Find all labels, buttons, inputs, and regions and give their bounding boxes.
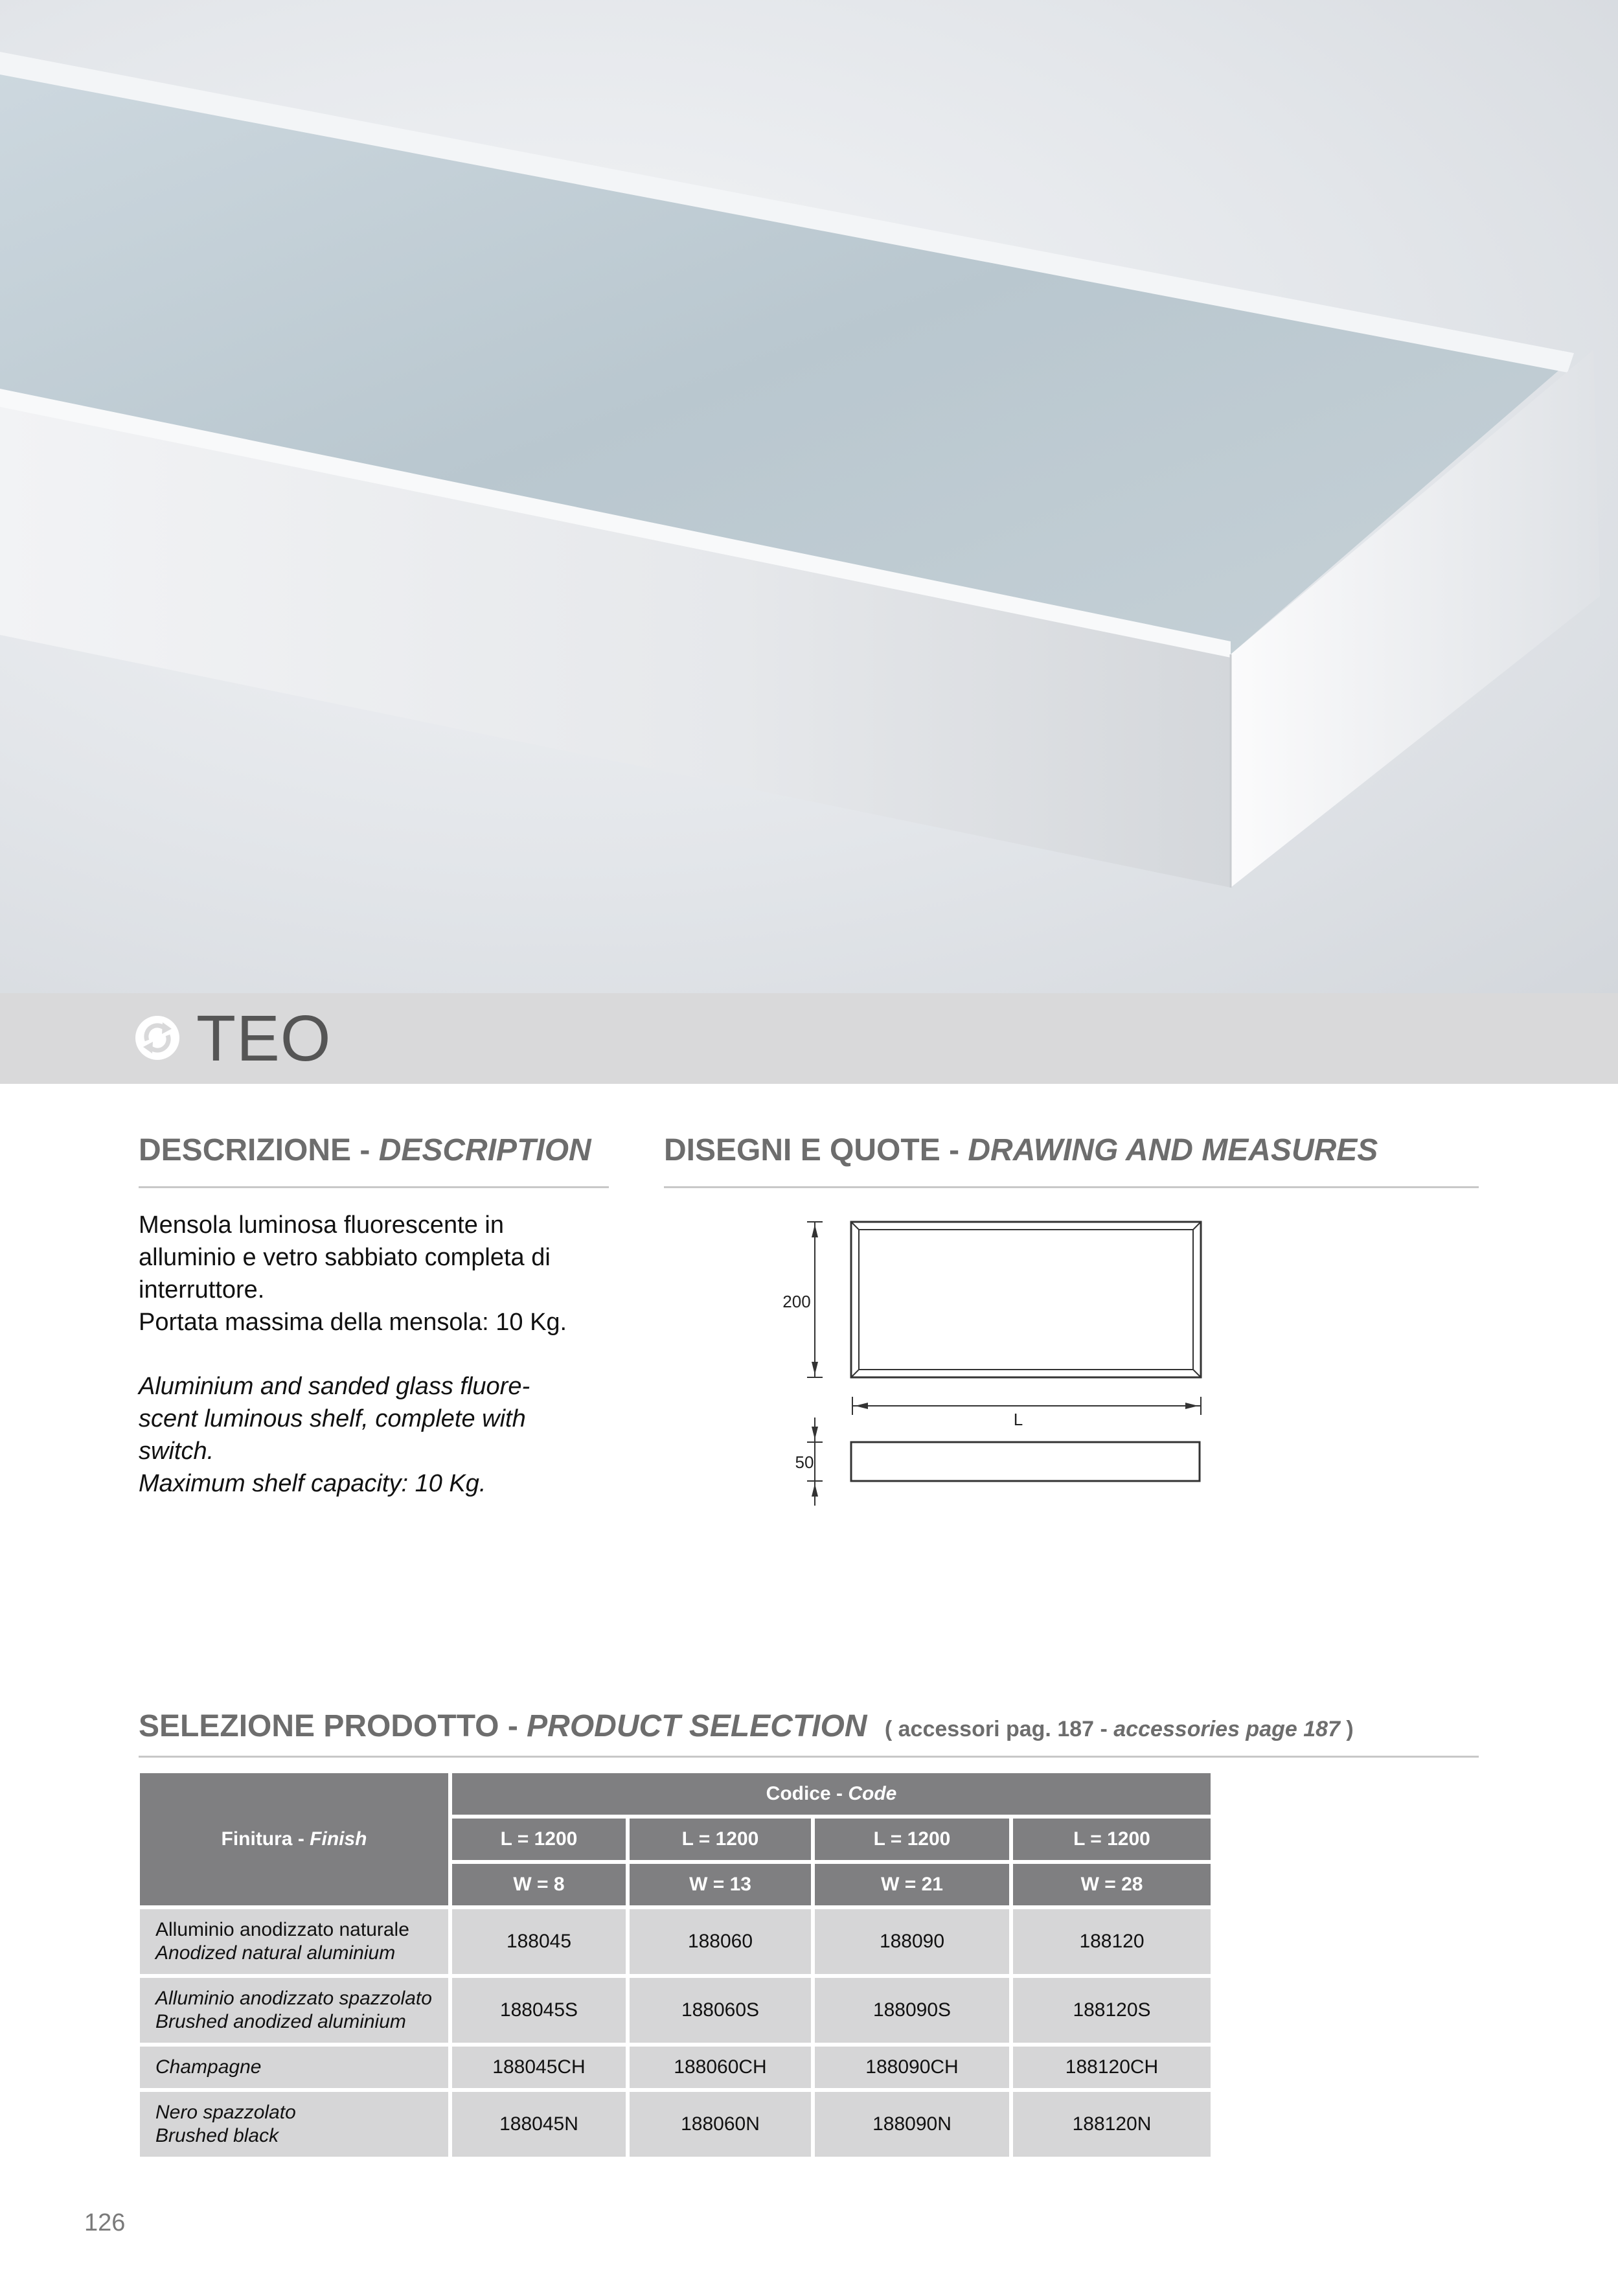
description-it [139,1209,618,1338]
finish-name-en: Brushed anodized aluminium [155,2011,406,2032]
table-row [140,1978,1211,2043]
heading-it: DISEGNI E QUOTE - [664,1133,968,1167]
divider [664,1186,1479,1188]
depth-label: 50 [795,1452,814,1472]
finish-cell [140,2092,448,2157]
finish-header [140,1773,448,1905]
technical-drawing [764,1211,1218,1522]
top-view-outer [851,1222,1201,1377]
code-cell: 188120CH [1013,2047,1211,2088]
finish-name-it: Alluminio anodizzato spazzolato [155,1988,432,2009]
finish-name-it: Nero spazzolato [155,2102,296,2123]
description-line: alluminio e vetro sabbiato completa di [139,1244,551,1271]
code-cell: 188045 [452,1909,626,1974]
description-en [139,1370,618,1500]
finish-name-en: Anodized natural aluminium [155,1942,396,1964]
length-header: L = 1200 [1013,1819,1211,1860]
finish-header-label: Finitura - [221,1828,310,1850]
description-heading [139,1132,591,1168]
heading-en: DESCRIPTION [378,1133,591,1167]
finish-cell [140,2047,448,2088]
top-view-inner [859,1230,1193,1370]
length-header: L = 1200 [815,1819,1009,1860]
description-line: Aluminium and sanded glass fluore- [139,1373,530,1400]
description-line: Maximum shelf capacity: 10 Kg. [139,1470,486,1497]
note-text-en: accessories page 187 [1113,1717,1340,1741]
divider [139,1186,609,1188]
heading-en: DRAWING AND MEASURES [968,1133,1378,1167]
watt-header: W = 21 [815,1864,1009,1905]
code-cell: 188060N [630,2092,811,2157]
code-header-label: Codice - [766,1783,849,1804]
finish-name-it: Champagne [155,2056,262,2078]
side-view [851,1442,1200,1481]
finish-header-label-en: Finish [310,1828,367,1850]
length-header: L = 1200 [452,1819,626,1860]
code-cell: 188045N [452,2092,626,2157]
drawing-heading [664,1132,1378,1168]
height-label: 200 [782,1292,811,1311]
product-title: TEO [196,1002,332,1075]
table-row [140,1909,1211,1974]
code-cell: 188120 [1013,1909,1211,1974]
length-label: L [1013,1410,1023,1429]
description-line: scent luminous shelf, complete with [139,1405,526,1432]
heading-it: DESCRIZIONE - [139,1133,379,1167]
finish-name-en: Brushed black [155,2125,279,2146]
code-cell: 188060 [630,1909,811,1974]
table-row [140,2092,1211,2157]
code-cell: 188090S [815,1978,1009,2043]
watt-header: W = 8 [452,1864,626,1905]
selection-heading [139,1708,1354,1744]
product-photo [0,0,1618,993]
table-row [140,2047,1211,2088]
product-table [136,1769,1214,2161]
description-line: switch. [139,1438,214,1465]
description-line: interruttore. [139,1276,265,1303]
shelf-illustration [0,0,1618,993]
watt-header: W = 13 [630,1864,811,1905]
code-cell: 188090 [815,1909,1009,1974]
description-line: Portata massima della mensola: 10 Kg. [139,1309,567,1336]
divider [139,1756,1479,1758]
code-cell: 188090N [815,2092,1009,2157]
finish-name-it: Alluminio anodizzato naturale [155,1919,409,1940]
code-cell: 188120N [1013,2092,1211,2157]
heading-it: SELEZIONE PRODOTTO - [139,1709,527,1743]
finish-cell [140,1978,448,2043]
code-cell: 188060S [630,1978,811,2043]
code-cell: 188090CH [815,2047,1009,2088]
code-cell: 188120S [1013,1978,1211,2043]
description-line: Mensola luminosa fluorescente in [139,1211,504,1239]
watt-header: W = 28 [1013,1864,1211,1905]
heading-en: PRODUCT SELECTION [527,1709,867,1743]
note-text: ) [1339,1717,1354,1741]
note-text: ( accessori pag. 187 - [884,1717,1114,1741]
finish-cell [140,1909,448,1974]
code-cell: 188045CH [452,2047,626,2088]
length-header: L = 1200 [630,1819,811,1860]
page-number: 126 [84,2209,126,2236]
recycle-arrows-icon [134,1015,181,1061]
code-cell: 188060CH [630,2047,811,2088]
code-header-label-en: Code [848,1783,897,1804]
accessories-note [885,1717,1354,1741]
code-header [452,1773,1211,1815]
code-cell: 188045S [452,1978,626,2043]
